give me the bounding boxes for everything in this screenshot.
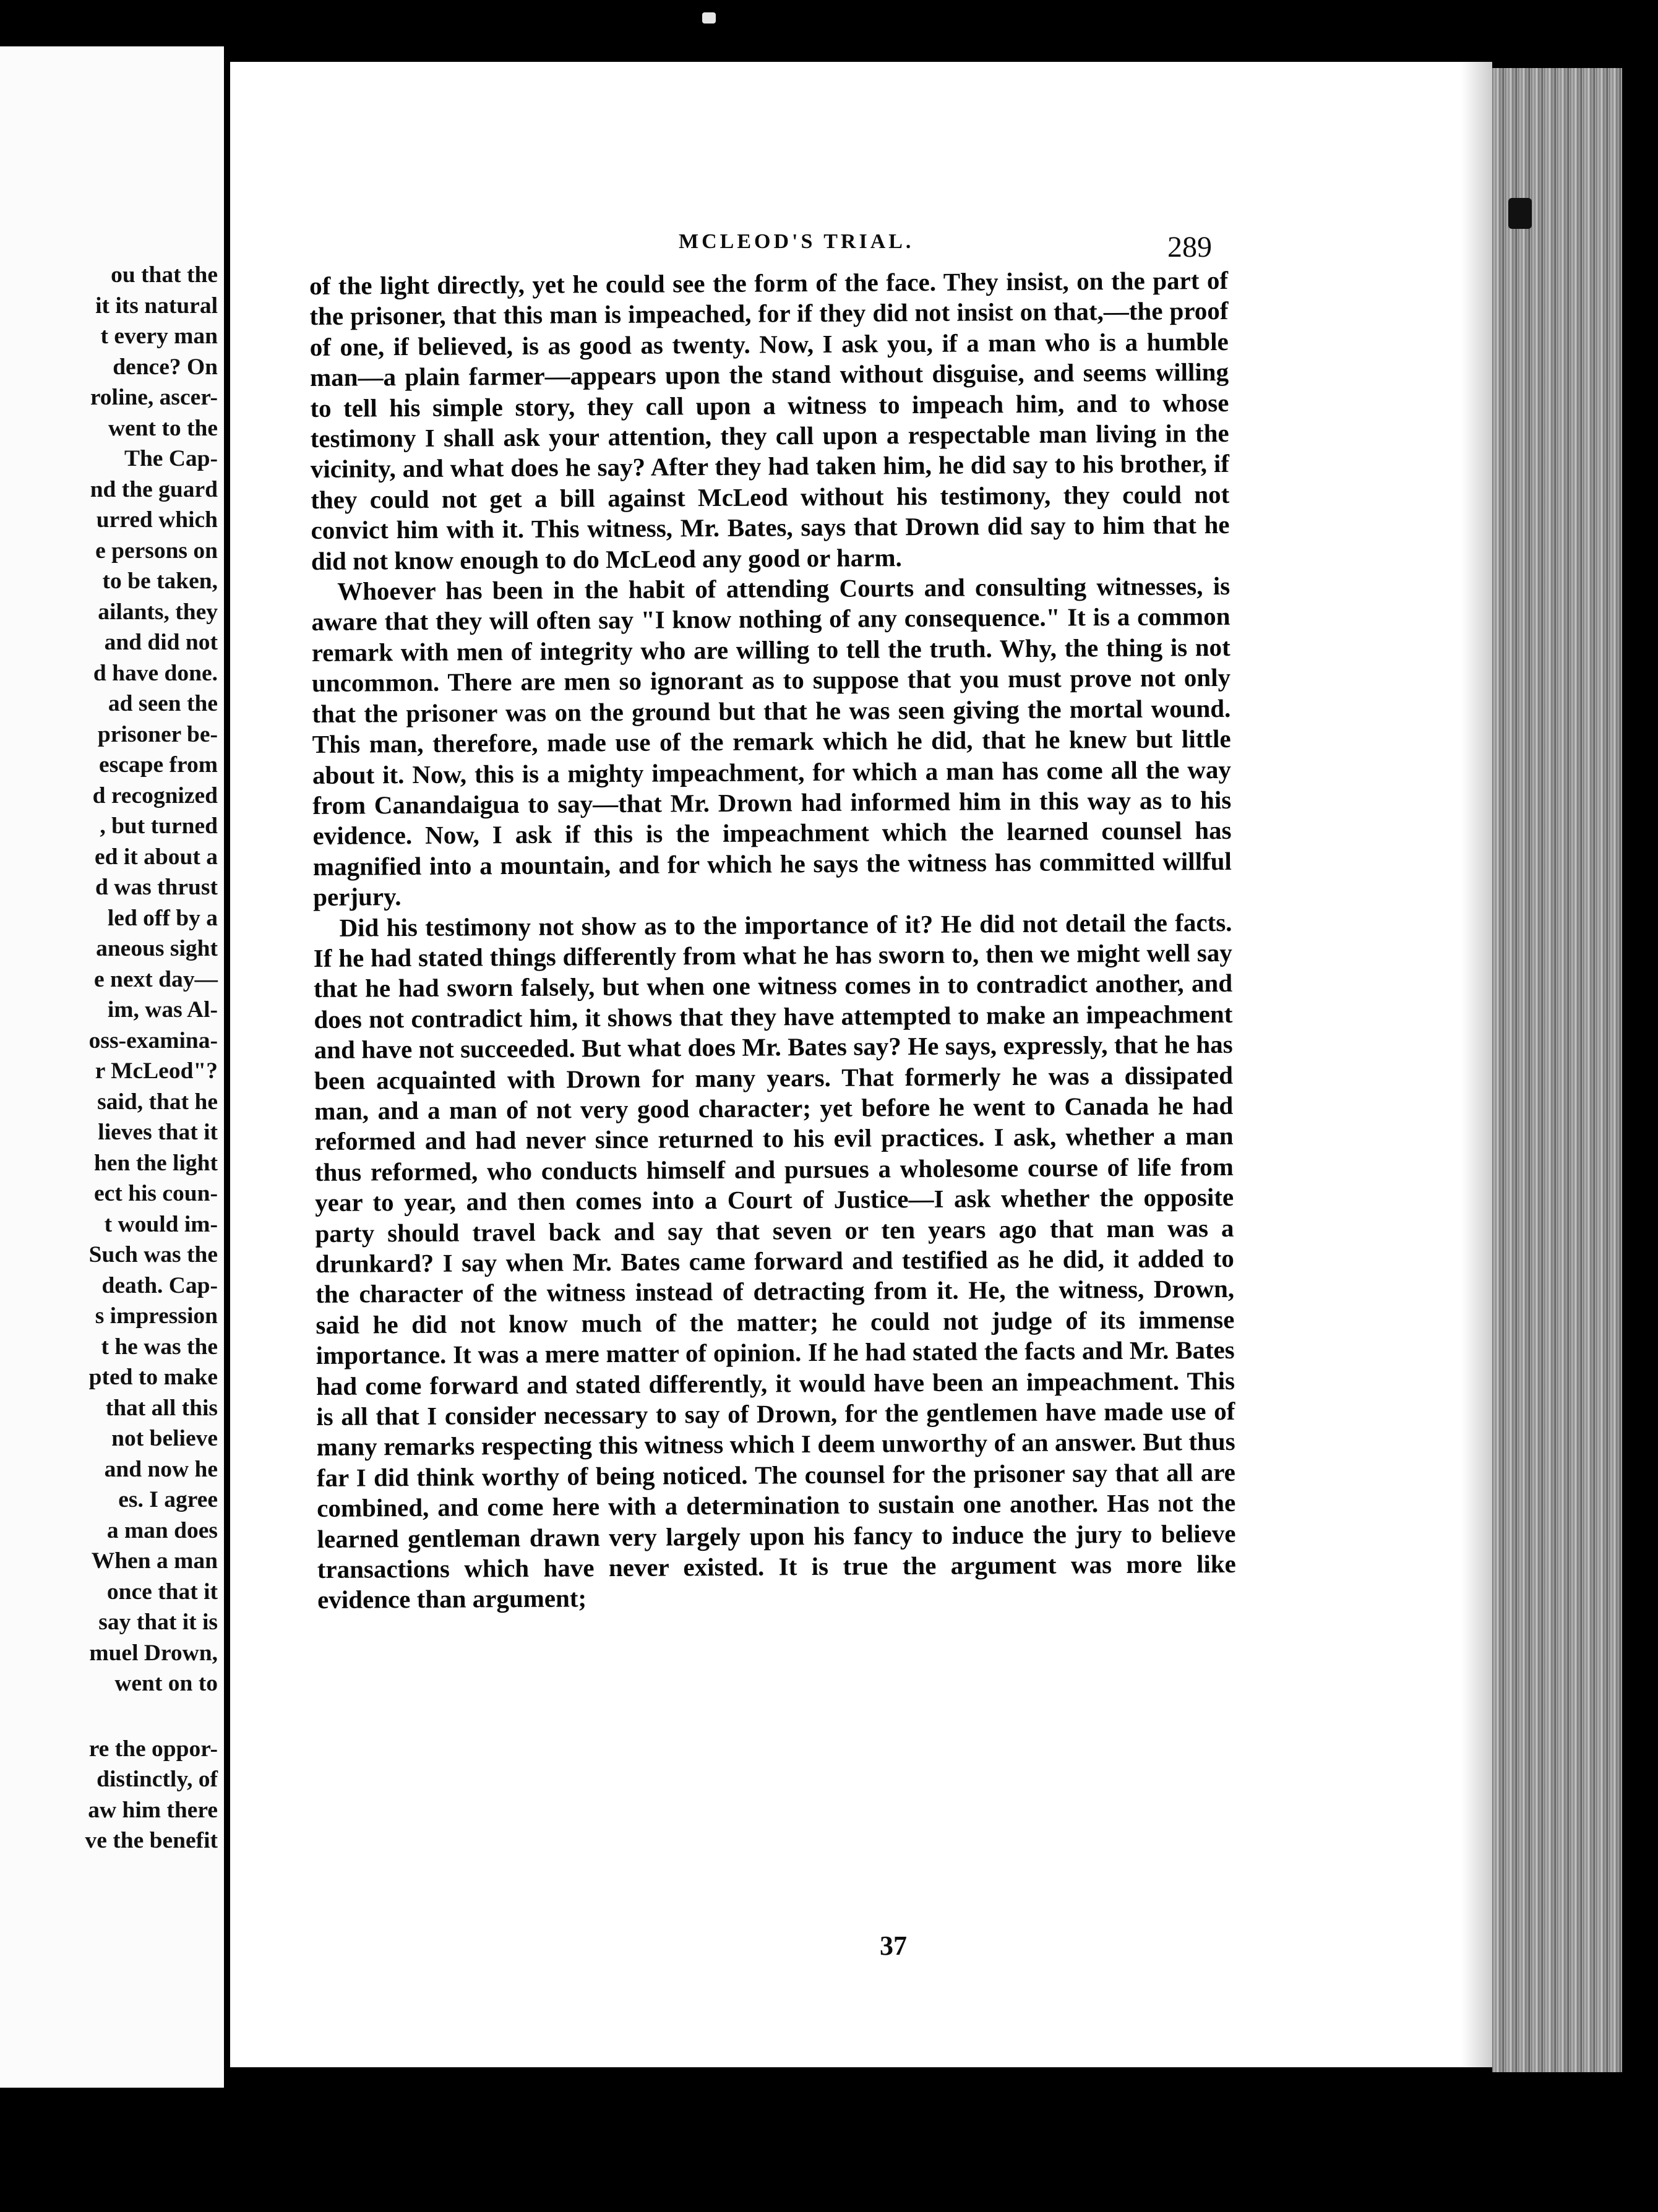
- left-page-line: oss-examina-: [88, 1027, 218, 1053]
- left-page-line: e next day—: [94, 966, 218, 992]
- left-page-line: lieves that it: [98, 1120, 218, 1145]
- left-page-line: re the oppor-: [88, 1736, 218, 1762]
- left-page-line: ou that the: [111, 262, 218, 288]
- running-head: MCLEOD'S TRIAL.: [679, 230, 914, 253]
- left-page-line: that all this: [105, 1395, 218, 1421]
- page-edge-shadow: [1461, 62, 1492, 2067]
- scan-speck: [702, 12, 716, 24]
- fore-edge-mark: [1508, 198, 1532, 229]
- left-page-line: went on to: [114, 1671, 218, 1696]
- left-page-line: im, was Al-: [107, 997, 218, 1022]
- left-page-line: Such was the: [88, 1242, 218, 1267]
- left-page-line: distinctly, of: [97, 1767, 218, 1792]
- book-fore-edge: [1492, 68, 1622, 2072]
- body-text: [309, 265, 1236, 1616]
- left-page-line: d have done.: [93, 660, 218, 686]
- left-page-line: ailants, they: [98, 599, 218, 625]
- left-page-text: [0, 260, 218, 1856]
- left-page-line: and now he: [104, 1456, 218, 1482]
- left-page-line: s impression: [95, 1303, 218, 1329]
- left-page-line: t he was the: [101, 1334, 218, 1360]
- left-page-line: ve the benefit: [85, 1828, 218, 1853]
- left-page-line: pted to make: [88, 1365, 218, 1390]
- left-page-line: muel Drown,: [89, 1640, 218, 1666]
- left-page-line: roline, ascer-: [90, 385, 218, 410]
- left-page-line: The Cap-: [124, 446, 218, 471]
- left-page-line: t every man: [100, 324, 218, 349]
- left-page-line: aneous sight: [96, 936, 218, 961]
- left-page-line: said, that he: [97, 1089, 218, 1115]
- left-page-line: prisoner be-: [97, 721, 218, 747]
- left-facing-page: [0, 46, 224, 2088]
- left-page-line: d was thrust: [95, 875, 218, 900]
- left-page-line: death. Cap-: [101, 1272, 218, 1298]
- left-page-line: aw him there: [88, 1797, 218, 1823]
- left-page-line: When a man: [91, 1548, 218, 1574]
- left-page-line: escape from: [99, 752, 218, 778]
- left-page-line: led off by a: [107, 905, 218, 931]
- left-page-line: and did not: [104, 630, 218, 655]
- left-page-line: nd the guard: [90, 476, 218, 502]
- main-page: [230, 62, 1492, 2067]
- left-page-line: once that it: [106, 1579, 218, 1605]
- left-page-line: to be taken,: [102, 568, 218, 594]
- left-page-line: a man does: [106, 1517, 218, 1543]
- left-page-line: e persons on: [95, 538, 218, 564]
- left-page-line: es. I agree: [118, 1487, 218, 1512]
- left-page-line: d recognized: [92, 782, 218, 808]
- left-page-line: hen the light: [93, 1150, 218, 1176]
- paragraph-1: of the light directly, yet he could see the form of the face. They insist, on the part of the prisoner, that this man is impeached, for if they did not insist on that,—the proof of one, if believed, is as good as twenty. Now, I ask you, if a man who is a humble man—a plain farmer—appears upon the stand without disguise, and seems willing to tell his simple story, they call upon a witness to impeach him, and to whose testimony I shall ask your attention, they call upon a respectable man living in the vicinity, and what does he say? After they had taken him, he did say to his brother, if they could not get a bill against McLeod without his testimony, they could not convict him with it. This witness, Mr. Bates, says that Drown did say to him that he did not know enough to do McLeod any good or harm.: [309, 265, 1230, 575]
- left-page-line: ect his coun-: [94, 1181, 218, 1206]
- scan-background-right: [1622, 0, 1658, 2212]
- left-page-line: t would im-: [104, 1211, 218, 1237]
- left-page-line: , but turned: [100, 813, 218, 839]
- signature-mark: 37: [880, 1931, 907, 1961]
- left-page-line: urred which: [96, 507, 218, 533]
- paragraph-3: Did his testimony not show as to the importance of it? He did not detail the facts. If he had stated things differently from what he has sworn to, then we might well say that he had sworn falsely, but when one witness comes in to contradict another, and does not contradict him, it shows that they have attempted to make an impeachment and have not succeeded. But what does Mr. Bates say? He says, expressly, that he has been acquainted with Drown for many years. That formerly he was a dissipated man, and a man of not very good character; yet before he went to Canada he had reformed and had never since returned to his evil practices. I ask, whether a man thus reformed, who conducts himself and pursues a wholesome course of life from year to year, and then comes into a Court of Justice—I ask whether the opposite party should travel back and say that seven or ten years ago that man was a drunkard? I say when Mr. Bates came forward and testified as he did, it added to the character of the witness instead of detracting from it. He, the witness, Drown, said he did not know much of the matter; he could not judge of its immense importance. It was a mere matter of opinion. If he had stated the facts and Mr. Bates had come forward and stated differently, it would have been an impeachment. This is all that I consider necessary to say of Drown, for the gentlemen have made use of many remarks respecting this witness which I deem unworthy of an answer. But thus far I did think worthy of being noticed. The counsel for the prisoner say that all are combined, and come here with a determination to sustain one another. Has not the learned gentleman drawn very largely upon his fancy to induce the jury to believe transactions which have never existed. It is true the argument was more like evidence than argument;: [313, 907, 1236, 1614]
- left-page-line: dence? On: [113, 354, 218, 380]
- left-page-line: it its natural: [95, 293, 218, 319]
- left-page-line: not believe: [111, 1426, 218, 1451]
- left-page-line: went to the: [108, 415, 218, 441]
- left-page-line: ad seen the: [108, 691, 218, 716]
- left-page-line: r McLeod"?: [95, 1058, 218, 1084]
- paragraph-2: Whoever has been in the habit of attending Courts and consulting witnesses, is aware that they will often say "I know nothing of any consequence." It is a common remark with men of integrity who are willing to tell the truth. Why, the thing is not uncommon. There are men so ignorant as to suppose that you must prove not only that the prisoner was on the ground but that he was seen giving the mortal wound. This man, therefore, made use of the remark which he did, that he knew but little about it. Now, this is a mighty impeachment, for which a man has come all the way from Canandaigua to say—that Mr. Drown had informed him in this way as to his evidence. Now, I ask if this is the impeachment which the learned counsel has magnified into a mountain, and for which he says the witness has committed willful perjury.: [311, 571, 1232, 912]
- left-page-line: say that it is: [98, 1610, 218, 1635]
- left-page-line: ed it about a: [95, 844, 218, 870]
- left-page-gap: [0, 1699, 218, 1734]
- page-number: 289: [1167, 231, 1212, 264]
